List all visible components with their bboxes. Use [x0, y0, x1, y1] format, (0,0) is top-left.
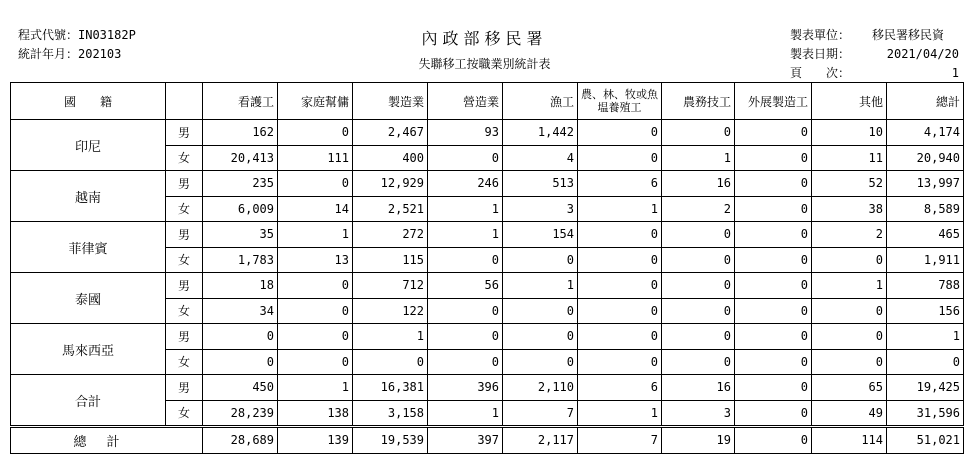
- value-cell: 13,997: [887, 171, 964, 197]
- value-cell: 3: [503, 196, 578, 222]
- value-cell: 16: [662, 171, 735, 197]
- value-cell: 4: [503, 145, 578, 171]
- value-cell: 16: [662, 375, 735, 401]
- nationality-cell: 菲律賓: [11, 222, 166, 273]
- value-cell: 49: [812, 400, 887, 427]
- value-cell: 1,783: [203, 247, 278, 273]
- nationality-cell: 泰國: [11, 273, 166, 324]
- value-cell: 0: [578, 273, 662, 299]
- value-cell: 1: [278, 375, 353, 401]
- sex-cell: 男: [166, 171, 203, 197]
- value-cell: 712: [353, 273, 428, 299]
- value-cell: 1: [428, 196, 503, 222]
- value-cell: 513: [503, 171, 578, 197]
- value-cell: 38: [812, 196, 887, 222]
- total-value-cell: 114: [812, 427, 887, 454]
- col-header: 製造業: [353, 83, 428, 120]
- value-cell: 4,174: [887, 120, 964, 146]
- value-cell: 0: [578, 324, 662, 350]
- value-cell: 0: [812, 349, 887, 375]
- col-header: 看護工: [203, 83, 278, 120]
- value-cell: 31,596: [887, 400, 964, 427]
- nationality-cell: 合計: [11, 375, 166, 427]
- value-cell: 0: [735, 222, 812, 248]
- value-cell: 0: [662, 222, 735, 248]
- sex-cell: 女: [166, 247, 203, 273]
- stat-period: 統計年月：202103: [18, 47, 122, 61]
- sex-cell: 女: [166, 400, 203, 427]
- table-row: [11, 273, 964, 299]
- program-code: 程式代號：IN03182P: [18, 28, 136, 42]
- value-cell: 0: [278, 171, 353, 197]
- col-header: 漁工: [503, 83, 578, 120]
- table-row: [11, 324, 964, 350]
- total-value-cell: 19: [662, 427, 735, 454]
- value-cell: 0: [735, 120, 812, 146]
- value-cell: 20,940: [887, 145, 964, 171]
- value-cell: 18: [203, 273, 278, 299]
- sex-cell: 男: [166, 120, 203, 146]
- value-cell: 0: [278, 349, 353, 375]
- col-header: 家庭幫傭: [278, 83, 353, 120]
- total-value-cell: 19,539: [353, 427, 428, 454]
- value-cell: 272: [353, 222, 428, 248]
- page-label: 頁 次：: [790, 66, 851, 80]
- value-cell: 0: [578, 222, 662, 248]
- total-value-cell: 397: [428, 427, 503, 454]
- grand-total-label: 總計: [11, 427, 203, 454]
- value-cell: 2: [812, 222, 887, 248]
- col-header: 營造業: [428, 83, 503, 120]
- value-cell: 1,442: [503, 120, 578, 146]
- value-cell: 138: [278, 400, 353, 427]
- value-cell: 0: [662, 324, 735, 350]
- value-cell: 13: [278, 247, 353, 273]
- report-table: [10, 82, 964, 454]
- value-cell: 6: [578, 171, 662, 197]
- value-cell: 788: [887, 273, 964, 299]
- sex-cell: 女: [166, 349, 203, 375]
- sex-cell: 女: [166, 298, 203, 324]
- value-cell: 0: [735, 349, 812, 375]
- value-cell: 1: [278, 222, 353, 248]
- value-cell: 0: [428, 349, 503, 375]
- value-cell: 156: [887, 298, 964, 324]
- value-cell: 0: [735, 298, 812, 324]
- col-header: 其他: [812, 83, 887, 120]
- date-label: 製表日期：: [790, 47, 851, 61]
- value-cell: 0: [735, 375, 812, 401]
- value-cell: 0: [578, 145, 662, 171]
- value-cell: 0: [578, 120, 662, 146]
- value-cell: 6,009: [203, 196, 278, 222]
- value-cell: 0: [203, 324, 278, 350]
- nationality-cell: 印尼: [11, 120, 166, 171]
- value-cell: 0: [735, 145, 812, 171]
- value-cell: 3: [662, 400, 735, 427]
- value-cell: 1: [428, 400, 503, 427]
- value-cell: 0: [353, 349, 428, 375]
- value-cell: 0: [503, 298, 578, 324]
- sex-cell: 女: [166, 145, 203, 171]
- value-cell: 0: [887, 349, 964, 375]
- total-value-cell: 0: [735, 427, 812, 454]
- table-row: [11, 222, 964, 248]
- value-cell: 0: [735, 171, 812, 197]
- page-value: 1: [951, 66, 959, 80]
- value-cell: 0: [662, 273, 735, 299]
- value-cell: 0: [278, 324, 353, 350]
- value-cell: 2,467: [353, 120, 428, 146]
- value-cell: 0: [428, 145, 503, 171]
- value-cell: 11: [812, 145, 887, 171]
- col-header: 農務技工: [662, 83, 735, 120]
- value-cell: 0: [278, 298, 353, 324]
- sex-cell: 男: [166, 324, 203, 350]
- value-cell: 235: [203, 171, 278, 197]
- value-cell: 1: [812, 273, 887, 299]
- value-cell: 0: [735, 324, 812, 350]
- value-cell: 154: [503, 222, 578, 248]
- value-cell: 450: [203, 375, 278, 401]
- value-cell: 400: [353, 145, 428, 171]
- value-cell: 0: [578, 298, 662, 324]
- value-cell: 111: [278, 145, 353, 171]
- value-cell: 0: [662, 349, 735, 375]
- total-value-cell: 28,689: [203, 427, 278, 454]
- header-row: [11, 83, 964, 120]
- value-cell: 0: [812, 247, 887, 273]
- sex-cell: 女: [166, 196, 203, 222]
- value-cell: 34: [203, 298, 278, 324]
- value-cell: 2: [662, 196, 735, 222]
- value-cell: 6: [578, 375, 662, 401]
- value-cell: 2,110: [503, 375, 578, 401]
- value-cell: 52: [812, 171, 887, 197]
- value-cell: 0: [812, 298, 887, 324]
- value-cell: 0: [428, 324, 503, 350]
- value-cell: 0: [503, 247, 578, 273]
- value-cell: 1: [578, 400, 662, 427]
- value-cell: 1: [887, 324, 964, 350]
- table-row: [11, 120, 964, 146]
- value-cell: 0: [428, 298, 503, 324]
- sex-cell: 男: [166, 375, 203, 401]
- total-value-cell: 2,117: [503, 427, 578, 454]
- value-cell: 0: [735, 196, 812, 222]
- value-cell: 0: [812, 324, 887, 350]
- value-cell: 246: [428, 171, 503, 197]
- value-cell: 0: [278, 273, 353, 299]
- unit-label: 製表單位：: [790, 28, 851, 42]
- col-header: 總計: [887, 83, 964, 120]
- total-value-cell: 139: [278, 427, 353, 454]
- value-cell: 19,425: [887, 375, 964, 401]
- value-cell: 8,589: [887, 196, 964, 222]
- value-cell: 35: [203, 222, 278, 248]
- value-cell: 0: [578, 349, 662, 375]
- grand-total-row: [11, 427, 964, 454]
- value-cell: 1: [428, 222, 503, 248]
- nationality-header: 國 籍: [11, 83, 166, 120]
- total-value-cell: 7: [578, 427, 662, 454]
- value-cell: 0: [203, 349, 278, 375]
- col-header: 外展製造工: [735, 83, 812, 120]
- value-cell: 465: [887, 222, 964, 248]
- value-cell: 10: [812, 120, 887, 146]
- value-cell: 0: [278, 120, 353, 146]
- value-cell: 0: [662, 298, 735, 324]
- value-cell: 1: [662, 145, 735, 171]
- value-cell: 0: [503, 349, 578, 375]
- value-cell: 396: [428, 375, 503, 401]
- value-cell: 0: [503, 324, 578, 350]
- sex-cell: 男: [166, 222, 203, 248]
- value-cell: 0: [662, 120, 735, 146]
- value-cell: 1: [353, 324, 428, 350]
- report-subtitle: 失聯移工按職業別統計表: [418, 57, 551, 71]
- value-cell: 0: [735, 273, 812, 299]
- table-row: [11, 171, 964, 197]
- sex-header: [166, 83, 203, 120]
- value-cell: 20,413: [203, 145, 278, 171]
- value-cell: 0: [428, 247, 503, 273]
- col-header: 農、林、牧或魚塭養殖工: [578, 83, 662, 120]
- sex-cell: 男: [166, 273, 203, 299]
- value-cell: 1,911: [887, 247, 964, 273]
- report-agency-title: 內政部移民署: [421, 29, 548, 48]
- value-cell: 3,158: [353, 400, 428, 427]
- nationality-cell: 越南: [11, 171, 166, 222]
- value-cell: 0: [662, 247, 735, 273]
- value-cell: 16,381: [353, 375, 428, 401]
- value-cell: 115: [353, 247, 428, 273]
- value-cell: 0: [578, 247, 662, 273]
- nationality-cell: 馬來西亞: [11, 324, 166, 375]
- value-cell: 7: [503, 400, 578, 427]
- value-cell: 1: [503, 273, 578, 299]
- value-cell: 2,521: [353, 196, 428, 222]
- total-value-cell: 51,021: [887, 427, 964, 454]
- table-row: [11, 375, 964, 401]
- value-cell: 1: [578, 196, 662, 222]
- value-cell: 93: [428, 120, 503, 146]
- value-cell: 56: [428, 273, 503, 299]
- value-cell: 122: [353, 298, 428, 324]
- value-cell: 65: [812, 375, 887, 401]
- value-cell: 162: [203, 120, 278, 146]
- value-cell: 0: [735, 247, 812, 273]
- value-cell: 28,239: [203, 400, 278, 427]
- unit-value: 移民署移民資: [872, 28, 945, 42]
- value-cell: 0: [735, 400, 812, 427]
- date-value: 2021/04/20: [886, 47, 959, 61]
- value-cell: 12,929: [353, 171, 428, 197]
- value-cell: 14: [278, 196, 353, 222]
